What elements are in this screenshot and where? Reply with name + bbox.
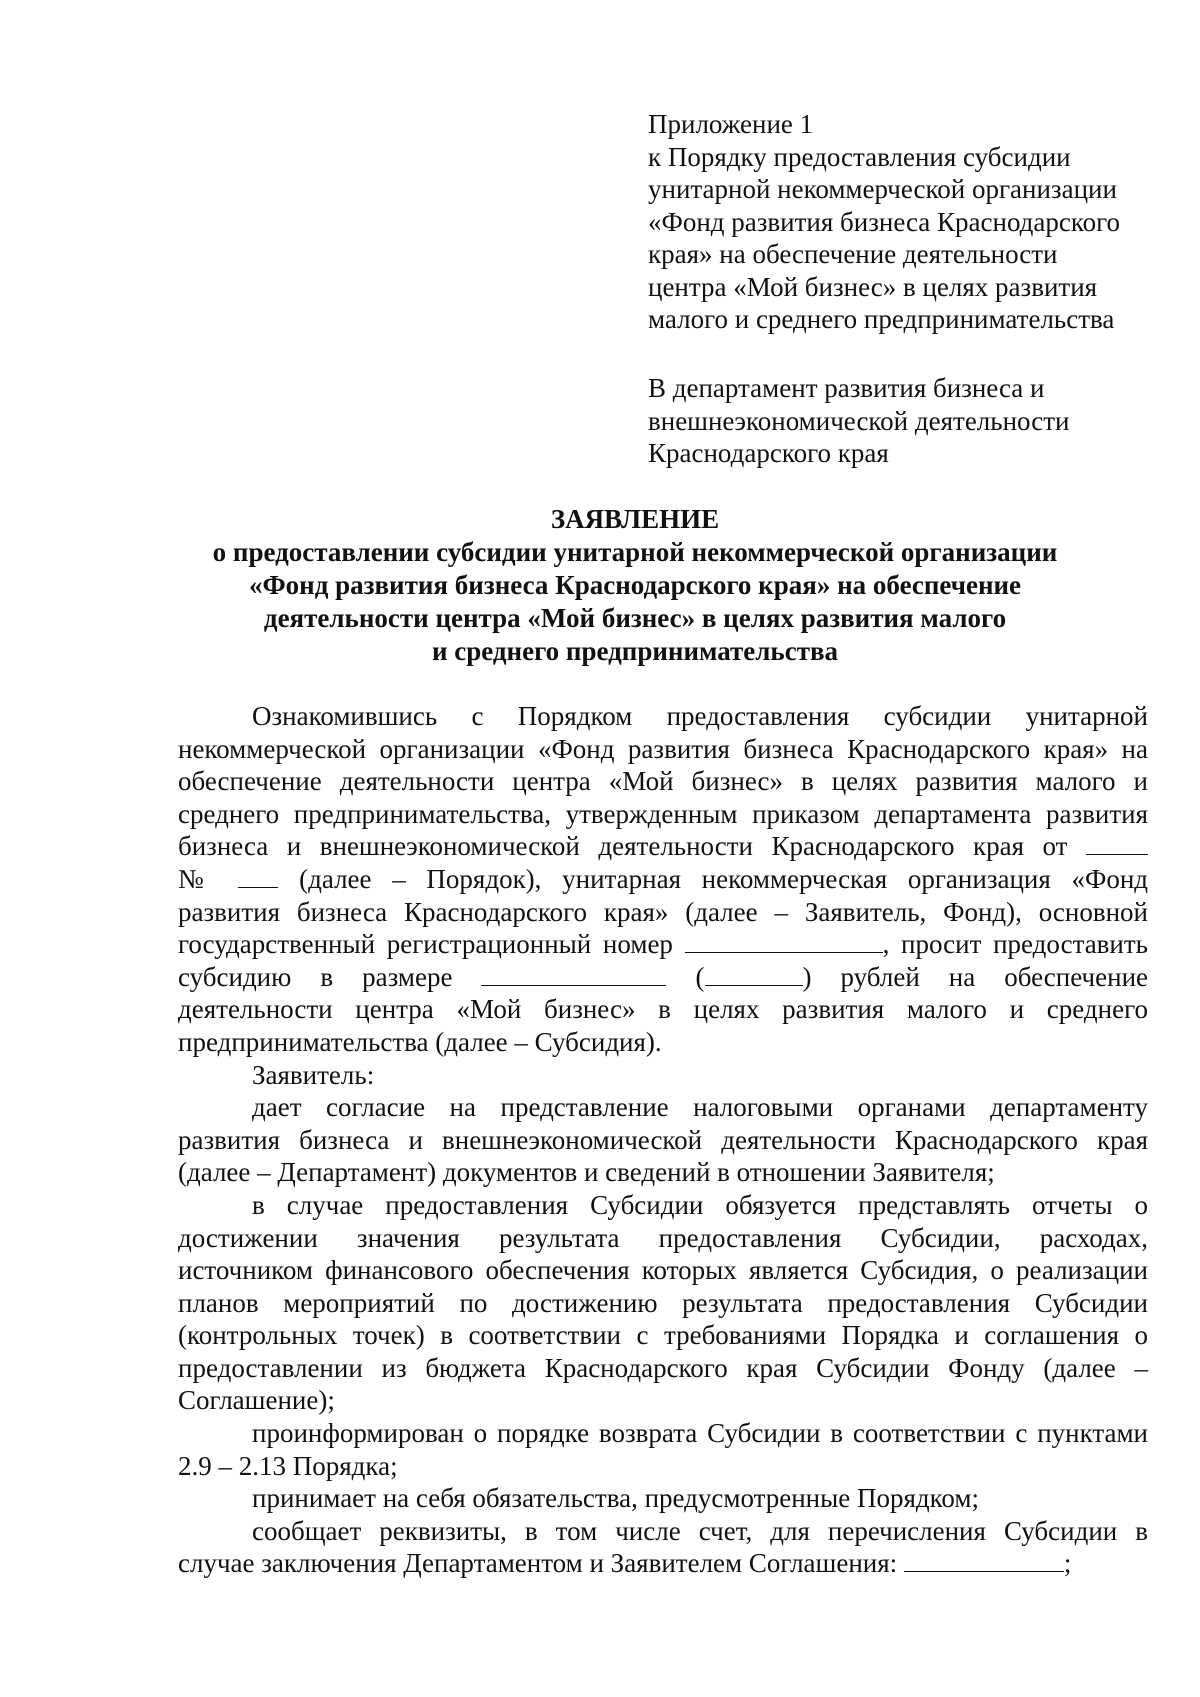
paragraph-line: предпринимательства (далее – Субсидия). (178, 1026, 662, 1057)
paragraph-line: развития бизнеса Краснодарского края» (далее – Заявитель, Фонд), основной (178, 896, 1148, 927)
reports-line: (контрольных точек) в соответствии с требованиями Порядка и соглашения о (178, 1320, 1148, 1351)
title-line: о предоставлении субсидии унитарной некоммерческой организации (212, 537, 1058, 567)
order-text: (далее – Порядок), унитарная некоммерческая организация «Фонд (299, 863, 1149, 894)
requisites-blank[interactable] (904, 1549, 1064, 1572)
document-title (160, 503, 1110, 668)
requisites-end: ; (1063, 1548, 1072, 1579)
order-number-label: № (178, 863, 218, 894)
paragraph-line: некоммерческой организации «Фонд развития бизнеса Краснодарского края» на (178, 733, 1148, 764)
paragraph-line (178, 928, 1148, 961)
appendix-line: к Порядку предоставления субсидии (648, 141, 1071, 172)
obligations-line: принимает на себя обязательства, предусмотренные Порядком; (252, 1483, 979, 1514)
appendix-line: Приложение 1 (648, 109, 814, 139)
appendix-line: края» на обеспечение деятельности (648, 239, 1058, 269)
ogrn-blank[interactable] (685, 930, 883, 953)
paragraph-line: обеспечение деятельности центра «Мой бизнес» в целях развития малого и (178, 766, 1148, 797)
consent-line: развития бизнеса и внешнеэкономической деятельности Краснодарского края (178, 1124, 1148, 1155)
paragraph-line: деятельности центра «Мой бизнес» в целях развития малого и среднего (178, 994, 1148, 1025)
reports-line: в случае предоставления Субсидии обязуется представлять отчеты о (252, 1189, 1148, 1220)
reports-line: планов мероприятий по достижению результата предоставления Субсидии (178, 1287, 1148, 1318)
ogrn-label: государственный регистрационный номер (178, 929, 673, 960)
reports-line: достижении значения результата предоставления Субсидии, расходах, (178, 1222, 1148, 1253)
title-line: деятельности центра «Мой бизнес» в целях развития малого (263, 603, 1007, 633)
title-line: «Фонд развития бизнеса Краснодарского края» на обеспечение (248, 570, 1022, 600)
amount-blank[interactable] (481, 963, 666, 986)
reports-line: Соглашение); (178, 1385, 335, 1416)
order-date-blank[interactable] (1086, 832, 1148, 855)
requisites-line: сообщает реквизиты, в том числе счет, для перечисления Субсидии в (252, 1515, 1148, 1546)
appendix-line: унитарной некоммерческой организации (648, 174, 1117, 204)
amount-paren-open: ( (695, 961, 705, 992)
paragraph-line: Ознакомившись с Порядком предоставления субсидии унитарной (252, 701, 1148, 731)
requisites-label: случае заключения Департаментом и Заявителем Соглашения: (178, 1548, 898, 1579)
amount-after: ) рублей на обеспечение (802, 961, 1148, 992)
informed-line: проинформирован о порядке возврата Субсидии в соответствии с пунктами (252, 1418, 1148, 1449)
application-body (178, 700, 1148, 1580)
appendix-line: центра «Мой бизнес» в целях развития (648, 271, 1098, 302)
title-line: и среднего предпринимательства (431, 636, 839, 666)
order-date-label: бизнеса и внешнеэкономической деятельности Краснодарского края от (178, 831, 1068, 862)
reports-line: предоставлении из бюджета Краснодарского края Субсидии Фонду (далее – (178, 1352, 1148, 1383)
reports-line: источником финансового обеспечения которых является Субсидия, о реализации (178, 1255, 1148, 1286)
title-main: ЗАЯВЛЕНИЕ (550, 504, 720, 534)
order-number-blank[interactable] (238, 865, 278, 888)
paragraph-line: среднего предпринимательства, утвержденным приказом департамента развития (178, 798, 1148, 829)
applicant-label: Заявитель: (252, 1059, 375, 1090)
ogrn-after: , просит предоставить (882, 929, 1148, 960)
amount-words-blank[interactable] (705, 963, 803, 986)
appendix-line: «Фонд развития бизнеса Краснодарского (648, 206, 1121, 237)
addressee-line: Краснодарского края (648, 438, 889, 468)
appendix-block (648, 108, 1168, 336)
requisites-line (178, 1547, 1148, 1580)
addressee-block (648, 372, 1168, 470)
paragraph-line (178, 863, 1148, 896)
paragraph-line (178, 830, 1148, 863)
addressee-line: внешнеэкономической деятельности (648, 405, 1070, 436)
informed-line: 2.9 – 2.13 Порядка; (178, 1450, 398, 1481)
consent-line: (далее – Департамент) документов и сведений в отношении Заявителя; (178, 1157, 995, 1188)
consent-line: дает согласие на представление налоговыми органами департаменту (252, 1092, 1148, 1123)
paragraph-line (178, 961, 1148, 994)
appendix-line: малого и среднего предпринимательства (648, 304, 1115, 334)
amount-label: субсидию в размере (178, 961, 453, 992)
addressee-line: В департамент развития бизнеса и (648, 373, 1045, 403)
